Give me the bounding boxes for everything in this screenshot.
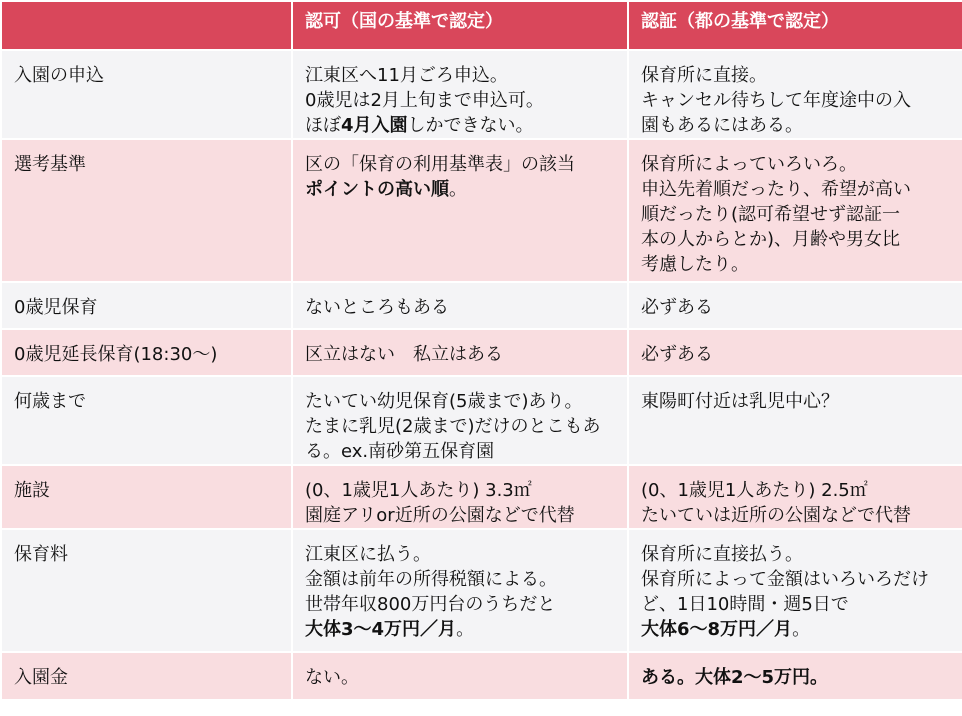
ninsho-cell	[628, 376, 962, 465]
cell-line: ない。	[305, 667, 359, 688]
cell-line: ほぼ4月入園しかできない。	[305, 115, 534, 136]
ninsho-cell	[628, 139, 962, 282]
cell-line: たいてい幼児保育(5歳まで)あり。	[305, 391, 583, 412]
cell-line: 必ずある	[641, 344, 713, 365]
cell-line: ないところもある	[305, 297, 449, 318]
row-infant-extended-care	[1, 329, 962, 376]
cell-line: たいていは近所の公園などで代替	[641, 505, 911, 526]
cell-line: る。ex.南砂第五保育園	[305, 441, 495, 462]
row-fees	[1, 529, 962, 652]
row-label: 入園の申込	[1, 50, 292, 139]
cell-line: キャンセル待ちして年度途中の入	[641, 90, 911, 111]
ninka-cell	[292, 139, 628, 282]
cell-line: 0歳児は2月上旬まで申込可。	[305, 90, 544, 111]
ninka-cell	[292, 376, 628, 465]
cell-line: 順だったり(認可希望せず認証一	[641, 204, 901, 225]
cell-line: 園もあるにはある。	[641, 115, 803, 136]
cell-line: (0、1歳児1人あたり) 2.5㎡	[641, 480, 868, 501]
cell-line: 区立はない 私立はある	[305, 344, 503, 365]
cell-line: 世帯年収800万円台のうちだと	[305, 594, 556, 615]
cell-line: 園庭アリor近所の公園などで代替	[305, 505, 575, 526]
ninka-cell	[292, 329, 628, 376]
ninka-cell	[292, 465, 628, 529]
cell-line: 保育所に直接払う。	[641, 544, 803, 565]
cell-line: 保育所に直接。	[641, 65, 767, 86]
ninka-cell	[292, 282, 628, 329]
cell-line: 金額は前年の所得税額による。	[305, 569, 557, 590]
cell-line: 申込先着順だったり、希望が高い	[641, 179, 911, 200]
ninka-cell	[292, 529, 628, 652]
row-label: 入園金	[1, 652, 292, 700]
header-row	[1, 1, 962, 50]
cell-line: 大体3～4万円／月。	[305, 619, 475, 640]
row-label: 保育料	[1, 529, 292, 652]
row-label: 施設	[1, 465, 292, 529]
header-blank-cell	[1, 1, 292, 50]
cell-line: ある。大体2～5万円。	[641, 667, 829, 688]
row-label: 選考基準	[1, 139, 292, 282]
row-application	[1, 50, 962, 139]
cell-line: たまに乳児(2歳まで)だけのとこもあ	[305, 416, 601, 437]
ninka-cell	[292, 50, 628, 139]
row-label: 0歳児延長保育(18:30～)	[1, 329, 292, 376]
row-age-limit	[1, 376, 962, 465]
ninsho-cell	[628, 50, 962, 139]
cell-line: 本の人からとか)、月齢や男女比	[641, 229, 901, 250]
row-label: 何歳まで	[1, 376, 292, 465]
ninsho-cell	[628, 282, 962, 329]
ninsho-cell	[628, 329, 962, 376]
ninsho-cell	[628, 652, 962, 700]
header-ninka: 認可（国の基準で認定）	[292, 1, 628, 50]
cell-line: 東陽町付近は乳児中心？	[641, 391, 839, 412]
row-selection-criteria	[1, 139, 962, 282]
header-ninsho: 認証（都の基準で認定）	[628, 1, 962, 50]
cell-line: ポイントの高い順。	[305, 179, 467, 200]
row-infant-care	[1, 282, 962, 329]
ninka-cell	[292, 652, 628, 700]
cell-line: 江東区に払う。	[305, 544, 431, 565]
cell-line: 保育所によっていろいろ。	[641, 154, 857, 175]
cell-line: 考慮したり。	[641, 254, 749, 275]
cell-line: 必ずある	[641, 297, 713, 318]
cell-line: ど、1日10時間・週5日で	[641, 594, 849, 615]
row-entrance-fee	[1, 652, 962, 700]
row-facility	[1, 465, 962, 529]
row-label: 0歳児保育	[1, 282, 292, 329]
cell-line: (0、1歳児1人あたり) 3.3㎡	[305, 480, 532, 501]
cell-line: 大体6～8万円／月。	[641, 619, 811, 640]
cell-line: 区の「保育の利用基準表」の該当	[305, 154, 575, 175]
ninsho-cell	[628, 529, 962, 652]
cell-line: 保育所によって金額はいろいろだけ	[641, 569, 929, 590]
ninsho-cell	[628, 465, 962, 529]
cell-line: 江東区へ11月ごろ申込。	[305, 65, 508, 86]
